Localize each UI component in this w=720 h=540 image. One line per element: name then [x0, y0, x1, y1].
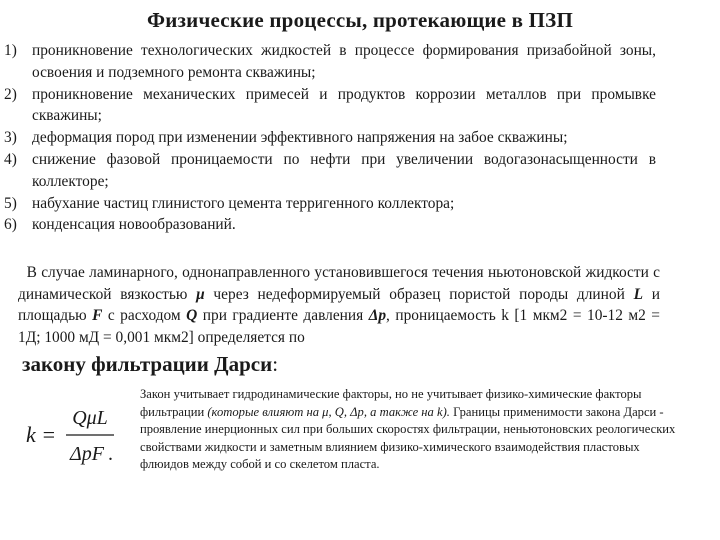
- process-list: [4, 40, 656, 236]
- formula-numerator: QμL: [72, 407, 108, 429]
- page-title: Физические процессы, протекающие в ПЗП: [147, 8, 573, 32]
- darcy-law-note: [140, 386, 688, 474]
- paragraph-text: , проницаемость k [1 мкм2 = 10-12 м2 = 1Д; 1000 мД = 0,001 мкм2] определяется по: [18, 307, 660, 346]
- list-item-text: проникновение механических примесей и продуктов коррозии металлов при промывке скважины;: [32, 85, 656, 125]
- formula-denominator: ΔpF: [70, 443, 104, 465]
- list-item-text: деформация пород при изменении эффективного напряжения на забое скважины;: [32, 129, 568, 147]
- list-item-number: 5): [4, 194, 17, 212]
- list-item: [4, 84, 656, 128]
- list-item: [4, 214, 656, 236]
- length-symbol: L: [633, 285, 643, 303]
- list-item-text: конденсация новообразований.: [32, 216, 236, 234]
- list-item-text: снижение фазовой проницаемости по нефти при увеличении водогазонасыщенности в коллекторе;: [32, 150, 656, 190]
- list-item-number: 2): [4, 85, 17, 103]
- pressure-gradient-symbol: Δp: [368, 307, 387, 325]
- paragraph-text: и площадью: [18, 285, 660, 325]
- list-item: [4, 127, 656, 149]
- note-text: Закон учитывает гидродинамические факторы, но не учитывает физико-химические факторы фильтрации: [140, 387, 642, 419]
- heading-text: закону фильтрации Дарси: [22, 352, 273, 376]
- list-item: [4, 149, 656, 193]
- formula-lhs: k =: [26, 422, 57, 447]
- paragraph-text: В случае ламинарного, однонаправленного установившегося течения ньютоновской жидкости с динамической вязкостью: [18, 264, 661, 303]
- list-item-number: 6): [4, 216, 17, 234]
- formula-end: .: [108, 443, 113, 465]
- list-item-number: 4): [4, 150, 17, 168]
- area-symbol: F: [92, 307, 103, 325]
- note-text: Границы применимости закона Дарси - проявление инерционных сил при больших скоростях фильтрации, неньютоновских реологических свойствами жидкости и заметным влиянием физико-химического взаимодействия пластовых флюидов между собой и со скелетом пласта.: [140, 404, 676, 472]
- viscosity-symbol: μ: [196, 285, 205, 303]
- paragraph-text: с расходом: [102, 307, 187, 325]
- paragraph-text: через недеформируемый образец пористой породы длиной: [204, 285, 634, 303]
- list-item-number: 1): [4, 42, 17, 59]
- paragraph-text: при градиенте давления: [197, 307, 369, 325]
- darcy-formula: [24, 396, 116, 476]
- darcy-law-heading: [22, 352, 278, 377]
- darcy-intro-paragraph: [18, 262, 660, 348]
- note-italic-text: (которые влияют на μ, Q, Δр, а также на k).: [207, 404, 450, 419]
- flow-rate-symbol: Q: [186, 307, 198, 325]
- list-item: [4, 193, 656, 215]
- list-item-number: 3): [4, 129, 17, 147]
- heading-colon: :: [272, 352, 279, 376]
- list-item-text: набухание частиц глинистого цемента терригенного коллектора;: [32, 194, 455, 212]
- list-item: [4, 40, 656, 84]
- list-item-text: проникновение технологических жидкостей в процессе формирования призабойной зоны, освоения и подземного ремонта скважины;: [32, 42, 656, 81]
